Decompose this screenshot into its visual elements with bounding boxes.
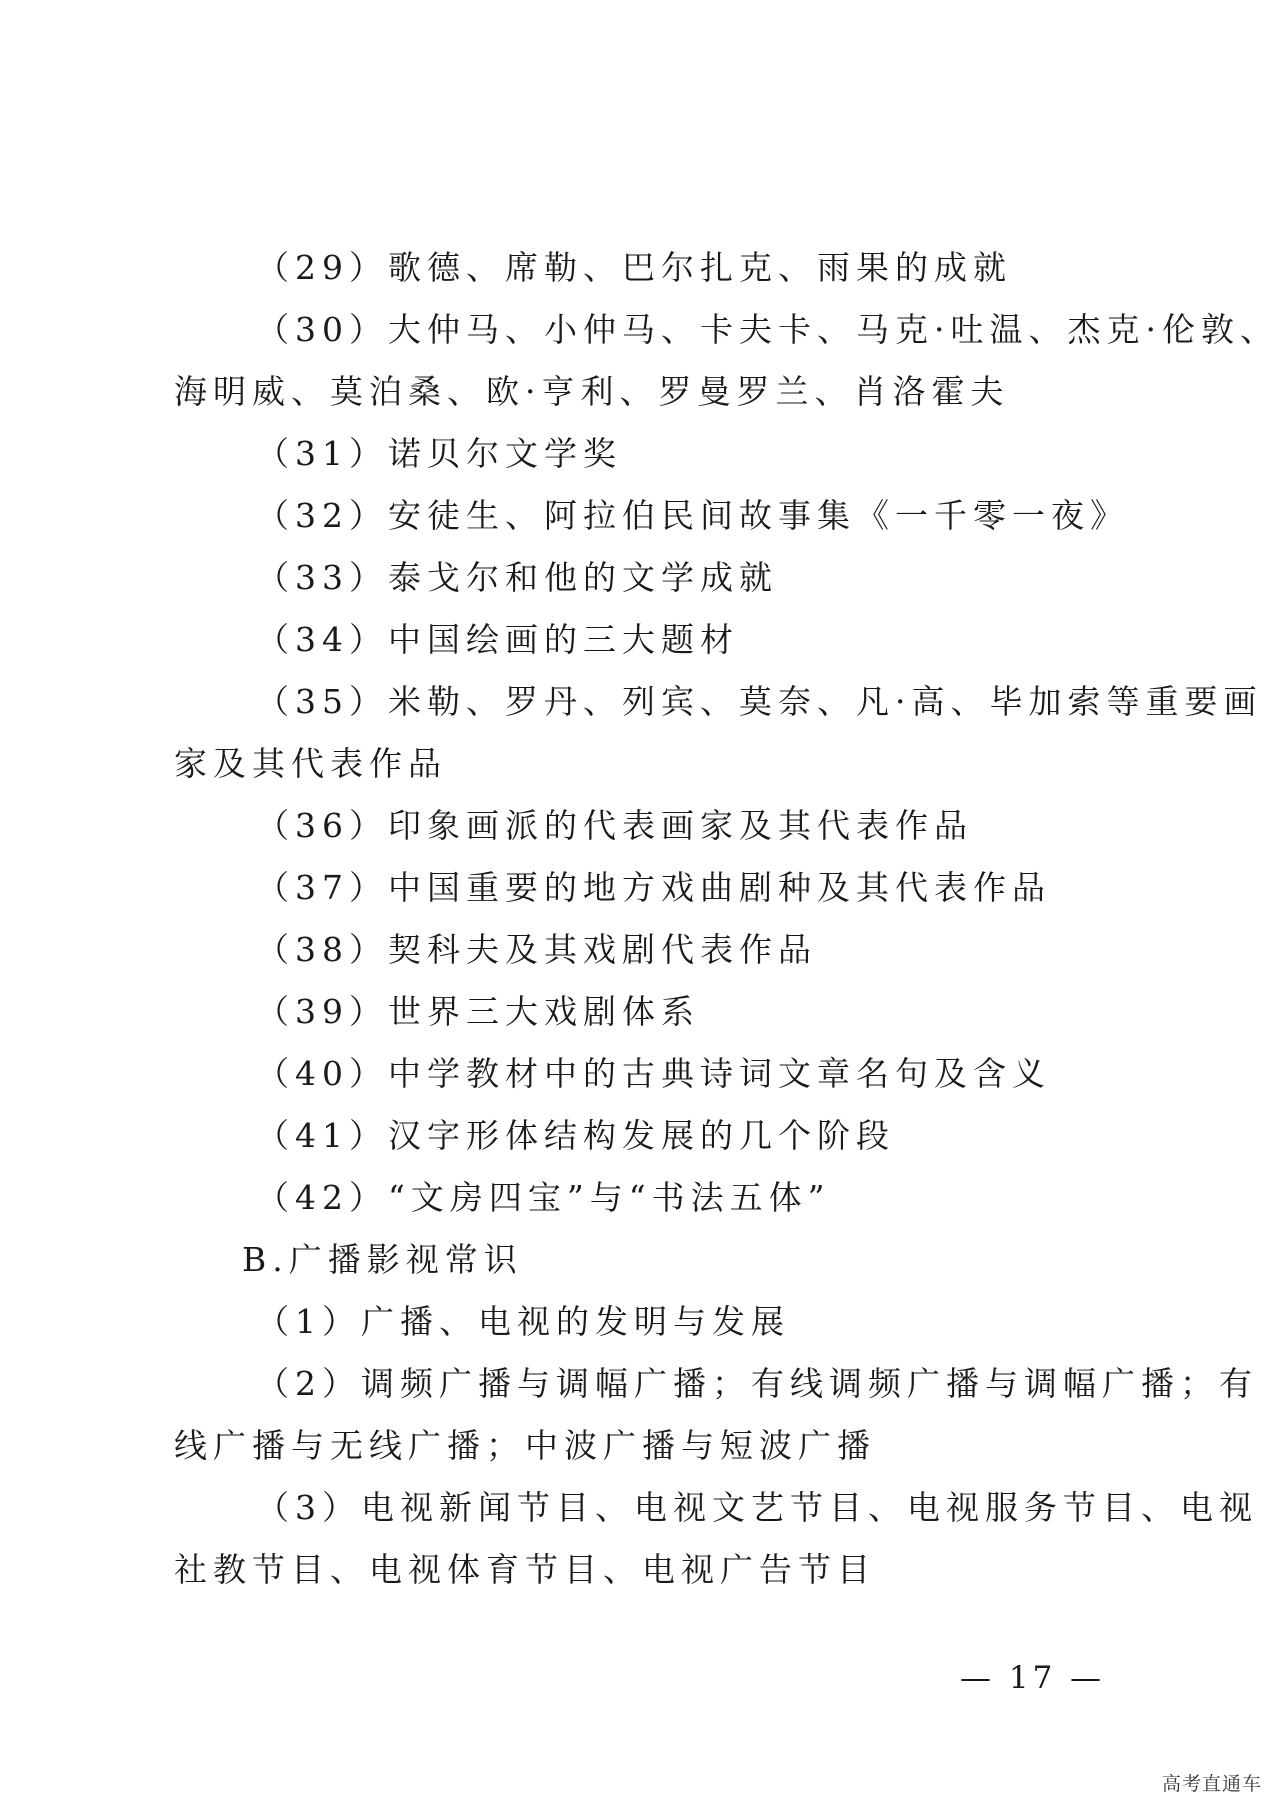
text-line: （35）米勒、罗丹、列宾、莫奈、凡·高、毕加索等重要画 [256, 682, 1263, 721]
text-line: （36）印象画派的代表画家及其代表作品 [256, 806, 973, 845]
section-heading: B.广播影视常识 [242, 1240, 523, 1279]
text-line: （2）调频广播与调幅广播；有线调频广播与调幅广播；有 [256, 1364, 1258, 1403]
text-line: （42）“文房四宝”与“书法五体” [256, 1178, 831, 1217]
text-line: 家及其代表作品 [174, 744, 447, 783]
text-line: （30）大仲马、小仲马、卡夫卡、马克·吐温、杰克·伦敦、 [256, 310, 1279, 349]
text-line: （33）泰戈尔和他的文学成就 [256, 558, 778, 597]
text-line: （31）诺贝尔文学奖 [256, 434, 622, 473]
text-line: （32）安徒生、阿拉伯民间故事集《一千零一夜》 [256, 496, 1129, 535]
text-line: （38）契科夫及其戏剧代表作品 [256, 930, 817, 969]
text-line: （39）世界三大戏剧体系 [256, 992, 700, 1031]
text-line: （40）中学教材中的古典诗词文章名句及含义 [256, 1054, 1051, 1093]
watermark: 高考直通车 [1161, 1773, 1262, 1795]
text-line: （34）中国绘画的三大题材 [256, 620, 739, 659]
text-line: （3）电视新闻节目、电视文艺节目、电视服务节目、电视 [256, 1488, 1258, 1527]
text-line: 海明威、莫泊桑、欧·亨利、罗曼罗兰、肖洛霍夫 [174, 372, 1010, 411]
text-line: 社教节目、电视体育节目、电视广告节目 [174, 1550, 876, 1589]
text-line: 线广播与无线广播；中波广播与短波广播 [174, 1426, 876, 1465]
text-line: （37）中国重要的地方戏曲剧种及其代表作品 [256, 868, 1051, 907]
page-number: — 17 — [960, 1660, 1106, 1696]
text-line: （41）汉字形体结构发展的几个阶段 [256, 1116, 895, 1155]
text-line: （1）广播、电视的发明与发展 [256, 1302, 790, 1341]
text-line: （29）歌德、席勒、巴尔扎克、雨果的成就 [256, 248, 1012, 287]
